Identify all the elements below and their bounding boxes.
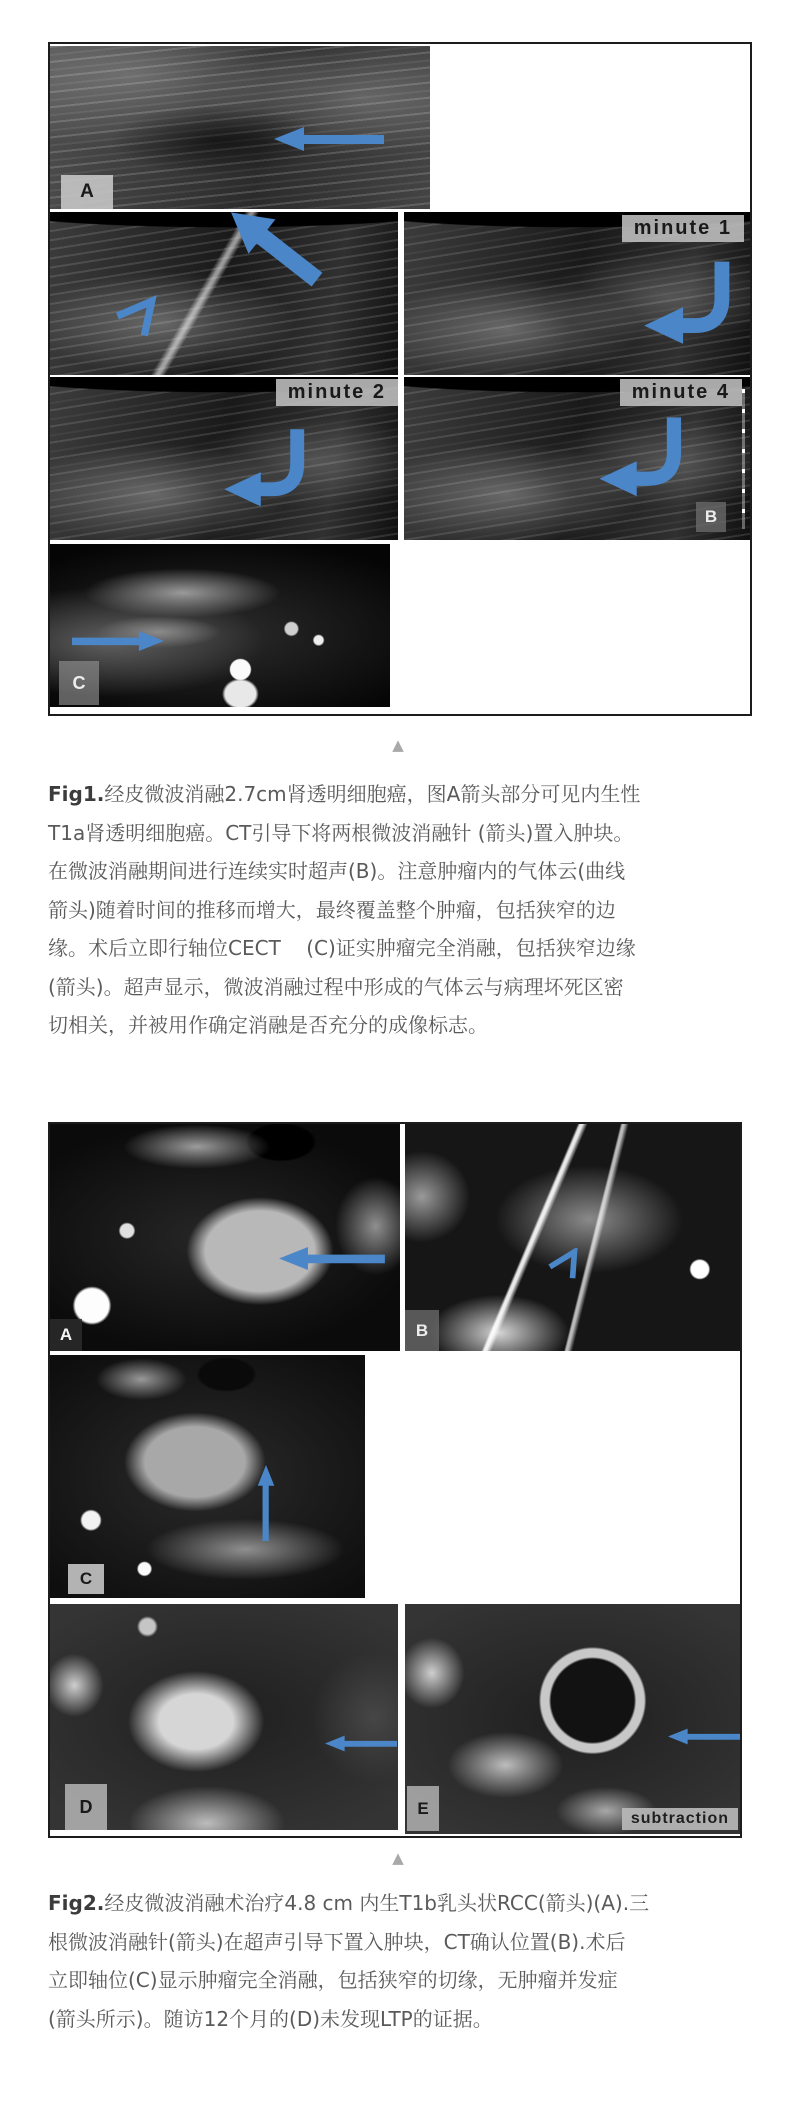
caption-line: 立即轴位(C)显示肿瘤完全消融，包括狭窄的切缘，无肿瘤并发症 bbox=[48, 1968, 618, 1992]
arrow-up-icon bbox=[254, 1465, 278, 1541]
curved-arrowhead-icon bbox=[114, 294, 160, 338]
caption-text: 经皮微波消融2.7cm肾透明细胞癌，图A箭头部分可见内生性 bbox=[104, 782, 641, 806]
minute1-label: minute 1 bbox=[622, 215, 744, 242]
caption-line: 切相关，并被用作确定消融是否充分的成像标志。 bbox=[48, 1013, 488, 1037]
subtraction-label: subtraction bbox=[622, 1808, 738, 1830]
fig2-panel-a-ct bbox=[50, 1124, 400, 1351]
fig2-panel-a-label: A bbox=[50, 1319, 82, 1351]
curved-arrowhead-icon bbox=[545, 1248, 585, 1282]
fig2-panel-b-ct bbox=[405, 1124, 740, 1351]
fig2-panel-e-label: E bbox=[407, 1786, 439, 1831]
fig1-panel-c-ct bbox=[50, 544, 390, 707]
curved-arrow-left-icon bbox=[590, 413, 690, 505]
caption-line bbox=[48, 1884, 760, 1923]
fig1-panel-b-ultrasound-minute4 bbox=[404, 377, 750, 540]
fig2-panel-c-ct bbox=[50, 1355, 365, 1598]
fig2-panel-b-label: B bbox=[405, 1310, 439, 1351]
figure2-caption bbox=[48, 1884, 760, 2038]
arrow-left-icon bbox=[325, 1732, 397, 1755]
minute2-label: minute 2 bbox=[276, 379, 398, 406]
caption-line: 箭头)随着时间的推移而增大，最终覆盖整个肿瘤，包括狭窄的边 bbox=[48, 897, 616, 922]
figure2-caption-prefix: Fig2. bbox=[48, 1891, 105, 1915]
figure1-caption bbox=[48, 775, 760, 1045]
arrow-down-left-icon bbox=[215, 212, 333, 299]
caption-line: (箭头所示)。随访12个月的(D)未发现LTP的证据。 bbox=[48, 2006, 493, 2031]
fig1-panel-b-ultrasound-minute2 bbox=[50, 377, 398, 540]
figure1-caption-prefix: Fig1. bbox=[48, 782, 105, 806]
fig1-panel-b-ultrasound-start bbox=[50, 212, 398, 375]
arrow-right-icon bbox=[72, 630, 164, 652]
fig1-panel-b-label: B bbox=[696, 502, 726, 532]
arrow-left-icon bbox=[270, 126, 388, 152]
minute4-label: minute 4 bbox=[620, 379, 742, 406]
ultrasound-scale-bar bbox=[742, 389, 745, 529]
collapse-triangle-icon: ▲ bbox=[392, 1849, 404, 1867]
figure2-image-box bbox=[48, 1122, 742, 1838]
caption-line: (箭头)。超声显示，微波消融过程中形成的气体云与病理坏死区密 bbox=[48, 974, 624, 999]
fig2-panel-e-mri bbox=[405, 1604, 740, 1834]
caption-text: 经皮微波消融术治疗4.8 cm 内生T1b乳头状RCC(箭头)(A).三 bbox=[104, 1891, 650, 1915]
caption-line bbox=[48, 775, 760, 814]
fig1-panel-b-ultrasound-minute1 bbox=[404, 212, 750, 375]
caption-line: 缘。术后立即行轴位CECT (C)证实肿瘤完全消融，包括狭窄边缘 bbox=[48, 936, 636, 960]
arrow-left-icon bbox=[668, 1725, 740, 1748]
arrow-left-icon bbox=[278, 1246, 386, 1271]
fig1-panel-a-ultrasound bbox=[50, 46, 430, 209]
caption-line: 根微波消融针(箭头)在超声引导下置入肿块，CT确认位置(B).术后 bbox=[48, 1929, 626, 1954]
curved-arrow-left-icon bbox=[634, 257, 739, 353]
curved-arrow-left-icon bbox=[215, 425, 313, 515]
fig2-panel-c-label: C bbox=[68, 1564, 104, 1594]
collapse-triangle-icon: ▲ bbox=[392, 736, 404, 754]
caption-line: T1a肾透明细胞癌。CT引导下将两根微波消融针 (箭头)置入肿块。 bbox=[48, 820, 634, 845]
caption-line: 在微波消融期间进行连续实时超声(B)。注意肿瘤内的气体云(曲线 bbox=[48, 859, 626, 883]
figure1-image-box bbox=[48, 42, 752, 716]
fig1-panel-a-label: A bbox=[61, 175, 113, 209]
fig2-panel-d-mri bbox=[50, 1604, 398, 1830]
fig1-panel-c-label: C bbox=[59, 661, 99, 705]
fig2-panel-d-label: D bbox=[65, 1784, 107, 1830]
